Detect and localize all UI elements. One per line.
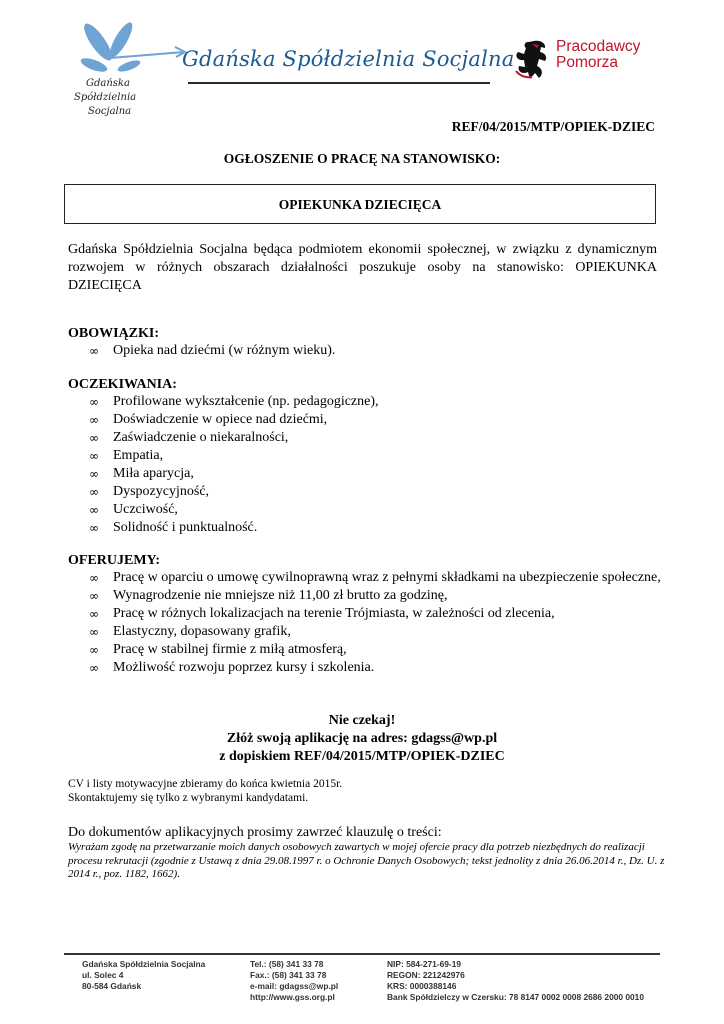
position-title-box [64, 184, 656, 224]
footer-website-link[interactable]: http://www.gss.org.pl [250, 992, 335, 1002]
header-divider [188, 82, 490, 84]
footer-divider [64, 953, 660, 955]
offer-section [68, 553, 668, 677]
announcement-heading: OGŁOSZENIE O PRACĘ NA STANOWISKO: [223, 151, 501, 166]
cv-note-line2: Skontaktujemy się tylko z wybranymi kandydatami. [68, 792, 309, 804]
duties-section [68, 326, 668, 360]
footer-phone: Tel.: (58) 341 33 78 [250, 959, 324, 969]
position-title: OPIEKUNKA DZIECIĘCA [278, 197, 442, 212]
dragonfly-icon [79, 20, 142, 74]
list-item: ∞ Empatia, [89, 448, 164, 463]
bullet-icon: ∞ [89, 503, 99, 517]
footer-contact [250, 959, 338, 1003]
list-item: ∞ Dyspozycyjność, [89, 484, 210, 499]
bullet-icon: ∞ [89, 643, 99, 657]
clause-title: Do dokumentów aplikacyjnych prosimy zawrzeć klauzulę o treści: [68, 825, 442, 840]
list-item: ∞ Profilowane wykształcenie (np. pedagogiczne), [89, 394, 379, 409]
footer-email[interactable]: e-mail: gdagss@wp.pl [250, 981, 339, 991]
footer-bank-account: Bank Spółdzielczy w Czersku: 78 8147 0002 0008 2686 2000 0010 [387, 992, 644, 1002]
offer-list [68, 569, 668, 677]
logo-text-line1: Gdańska [86, 78, 130, 89]
reference-number: REF/04/2015/MTP/OPIEK-DZIEC [451, 119, 655, 134]
list-item: ∞ Możliwość rozwoju poprzez kursy i szkolenia. [89, 660, 375, 675]
bullet-icon: ∞ [89, 571, 99, 585]
intro-paragraph: Gdańska Spółdzielnia Socjalna będąca podmiotem ekonomii społecznej, w związku z dynamicznym rozwojem w różnych obszarach działalności poszukuje osoby na stanowisko: OPIEKUNKA DZIECIĘCA [68, 242, 657, 293]
list-item: ∞ Solidność i punktualność. [89, 520, 258, 535]
footer-registration [387, 959, 644, 1003]
employers-logo-line2: Pomorza [556, 54, 619, 71]
footer-address [82, 959, 205, 992]
footer-regon: REGON: 221242976 [387, 970, 465, 980]
header-title: Gdańska Spółdzielnia Socjalna [182, 47, 515, 71]
requirements-list [68, 393, 668, 537]
offer-heading: OFERUJEMY: [68, 553, 161, 568]
clause-text: Wyrażam zgodę na przetwarzanie moich danych osobowych zawartych w mojej ofercie pracy dla potrzeb niezbędnych do realizacji procesu rekrutacji (zgodnie z Ustawą z dnia 29.08.1997 r. o Ochronie Danych Osobowych; tekst jednolity z dnia 26.06.2014 r., Dz. U. z 2014 r., poz. 1182, 1662). [68, 841, 665, 880]
list-item: ∞ Zaświadczenie o niekaralności, [89, 430, 289, 445]
requirements-section [68, 377, 668, 537]
list-item: ∞ Uczciwość, [89, 502, 178, 517]
bullet-icon: ∞ [89, 661, 99, 675]
bullet-icon: ∞ [89, 607, 99, 621]
bullet-icon: ∞ [89, 395, 99, 409]
footer-company: Gdańska Spółdzielnia Socjalna [82, 959, 206, 969]
duties-list [68, 342, 668, 360]
bullet-icon: ∞ [89, 344, 99, 358]
bullet-icon: ∞ [89, 413, 99, 427]
bullet-icon: ∞ [89, 485, 99, 499]
duties-heading: OBOWIĄZKI: [68, 326, 160, 341]
bullet-icon: ∞ [89, 431, 99, 445]
footer-nip: NIP: 584-271-69-19 [387, 959, 462, 969]
list-item: ∞ Pracę w oparciu o umowę cywilnoprawną wraz z pełnymi składkami na ubezpieczenie społeczne, [89, 570, 661, 585]
list-item: ∞ Elastyczny, dopasowany grafik, [89, 624, 291, 639]
list-item: ∞ Pracę w różnych lokalizacjach na terenie Trójmiasta, w zależności od zlecenia, [89, 606, 555, 621]
footer-street: ul. Solec 4 [82, 970, 124, 980]
bullet-icon: ∞ [89, 625, 99, 639]
footer-fax: Fax.: (58) 341 33 78 [250, 970, 327, 980]
cta-line3: z dopiskiem REF/04/2015/MTP/OPIEK-DZIEC [219, 749, 505, 764]
employers-logo-line1: Pracodawcy [556, 38, 641, 55]
bullet-icon: ∞ [89, 449, 99, 463]
cta-line2: Złóż swoją aplikację na adres: gdagss@wp.pl [226, 731, 498, 746]
bullet-icon: ∞ [89, 467, 99, 481]
list-item: ∞ Opieka nad dziećmi (w różnym wieku). [89, 343, 336, 358]
logo-text-line2: Spółdzielnia [74, 92, 137, 103]
pomeranian-griffin-icon [510, 38, 552, 82]
requirements-heading: OCZEKIWANIA: [68, 377, 177, 392]
cooperative-logo [58, 20, 188, 120]
bullet-icon: ∞ [89, 589, 99, 603]
cv-note [68, 777, 342, 805]
call-to-action [0, 712, 724, 766]
list-item: ∞ Wynagrodzenie nie mniejsze niż 11,00 zł brutto za godzinę, [89, 588, 448, 603]
cta-line1: Nie czekaj! [328, 713, 396, 728]
employers-logo-text [556, 39, 640, 71]
cv-note-line1: CV i listy motywacyjne zbieramy do końca kwietnia 2015r. [68, 778, 343, 790]
list-item: ∞ Doświadczenie w opiece nad dziećmi, [89, 412, 328, 427]
list-item: ∞ Miła aparycja, [89, 466, 194, 481]
logo-text-line3: Socjalna [88, 106, 132, 117]
footer-city: 80-584 Gdańsk [82, 981, 142, 991]
list-item: ∞ Pracę w stabilnej firmie z miłą atmosferą, [89, 642, 347, 657]
footer-krs: KRS: 0000388146 [387, 981, 457, 991]
bullet-icon: ∞ [89, 521, 99, 535]
